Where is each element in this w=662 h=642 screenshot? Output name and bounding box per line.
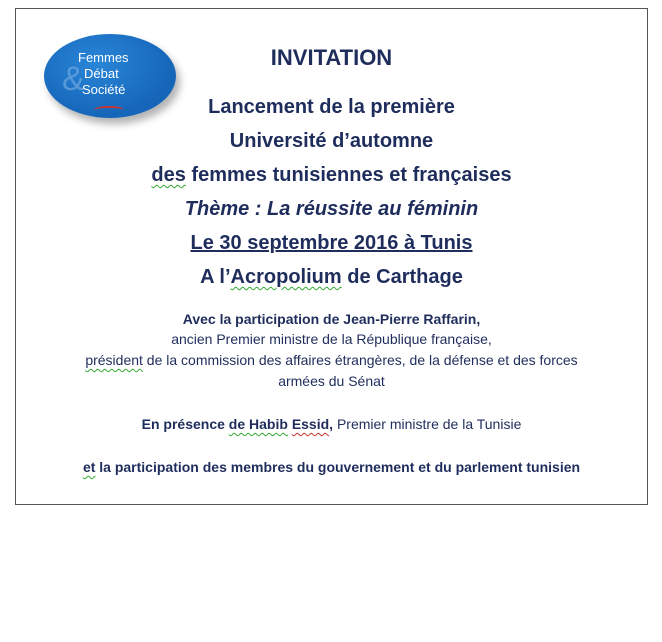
- logo-line3: Société: [82, 82, 126, 97]
- logo-amp: &: [62, 60, 85, 98]
- presence-line: En présence de Habib Essid, Premier ministre de la Tunisie: [141, 416, 522, 432]
- logo-line2: Débat: [84, 66, 119, 81]
- participation-line: Avec la participation de Jean-Pierre Raffarin,: [182, 311, 481, 327]
- date: Le 30 septembre 2016 à Tunis: [190, 232, 473, 254]
- participation-line: président de la commission des affaires étrangères, de la défense et des forces: [85, 352, 578, 368]
- heading-line: des femmes tunisiennes et françaises: [151, 164, 512, 186]
- heading-line: Université d’automne: [229, 130, 434, 152]
- closing-line: et la participation des membres du gouvernement et du parlement tunisien: [82, 459, 581, 475]
- theme: Thème : La réussite au féminin: [184, 198, 479, 220]
- venue: A l’Acropolium de Carthage: [200, 266, 463, 288]
- heading-line: Lancement de la première: [208, 96, 455, 118]
- participation-line: ancien Premier ministre de la République française,: [171, 331, 492, 347]
- title: INVITATION: [270, 45, 393, 70]
- participation-line: armées du Sénat: [278, 373, 385, 389]
- logo-line1: Femmes: [78, 50, 129, 65]
